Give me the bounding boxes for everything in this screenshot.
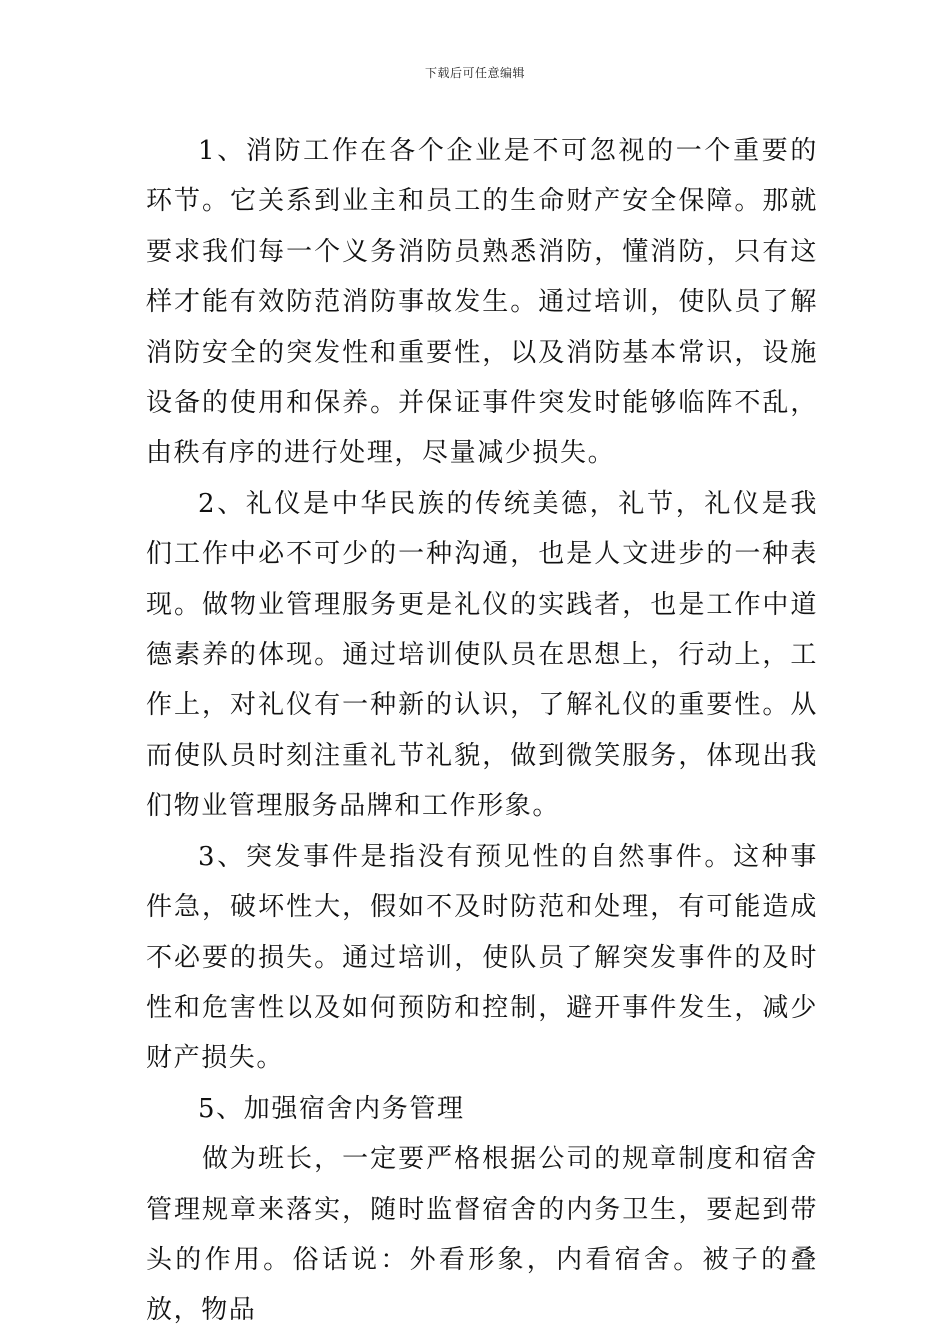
paragraph-fire-safety: 1、消防工作在各个企业是不可忽视的一个重要的环节。它关系到业主和员工的生命财产安全保障。那就要求我们每一个义务消防员熟悉消防，懂消防，只有这样才能有效防范消防事故发生。通过培训，使队员了解消防安全的突发性和重要性，以及消防基本常识，设施设备的使用和保养。并保证事件突发时能够临阵不乱，由秩有序的进行处理，尽量减少损失。	[146, 136, 818, 469]
document-body	[146, 126, 818, 1336]
paragraph-etiquette: 2、礼仪是中华民族的传统美德，礼节，礼仪是我们工作中必不可少的一种沟通，也是人文进步的一种表现。做物业管理服务更是礼仪的实践者，也是工作中道德素养的体现。通过培训使队员在思想上，行动上，工作上，对礼仪有一种新的认识，了解礼仪的重要性。从而使队员时刻注重礼节礼貌，做到微笑服务，体现出我们物业管理服务品牌和工作形象。	[146, 488, 818, 822]
paragraph-dormitory: 做为班长，一定要严格根据公司的规章制度和宿舍管理规章来落实，随时监督宿舍的内务卫生，要起到带头的作用。俗话说：外看形象，内看宿舍。被子的叠放，物品	[146, 1144, 818, 1326]
paragraph-emergency: 3、突发事件是指没有预见性的自然事件。这种事件急，破坏性大，假如不及时防范和处理，有可能造成不必要的损失。通过培训，使队员了解突发事件的及时性和危害性以及如何预防和控制，避开事件发生，减少财产损失。	[146, 841, 818, 1074]
section-heading-dormitory: 5、加强宿舍内务管理	[198, 1093, 465, 1124]
header-note: 下载后可任意编辑	[424, 66, 525, 80]
